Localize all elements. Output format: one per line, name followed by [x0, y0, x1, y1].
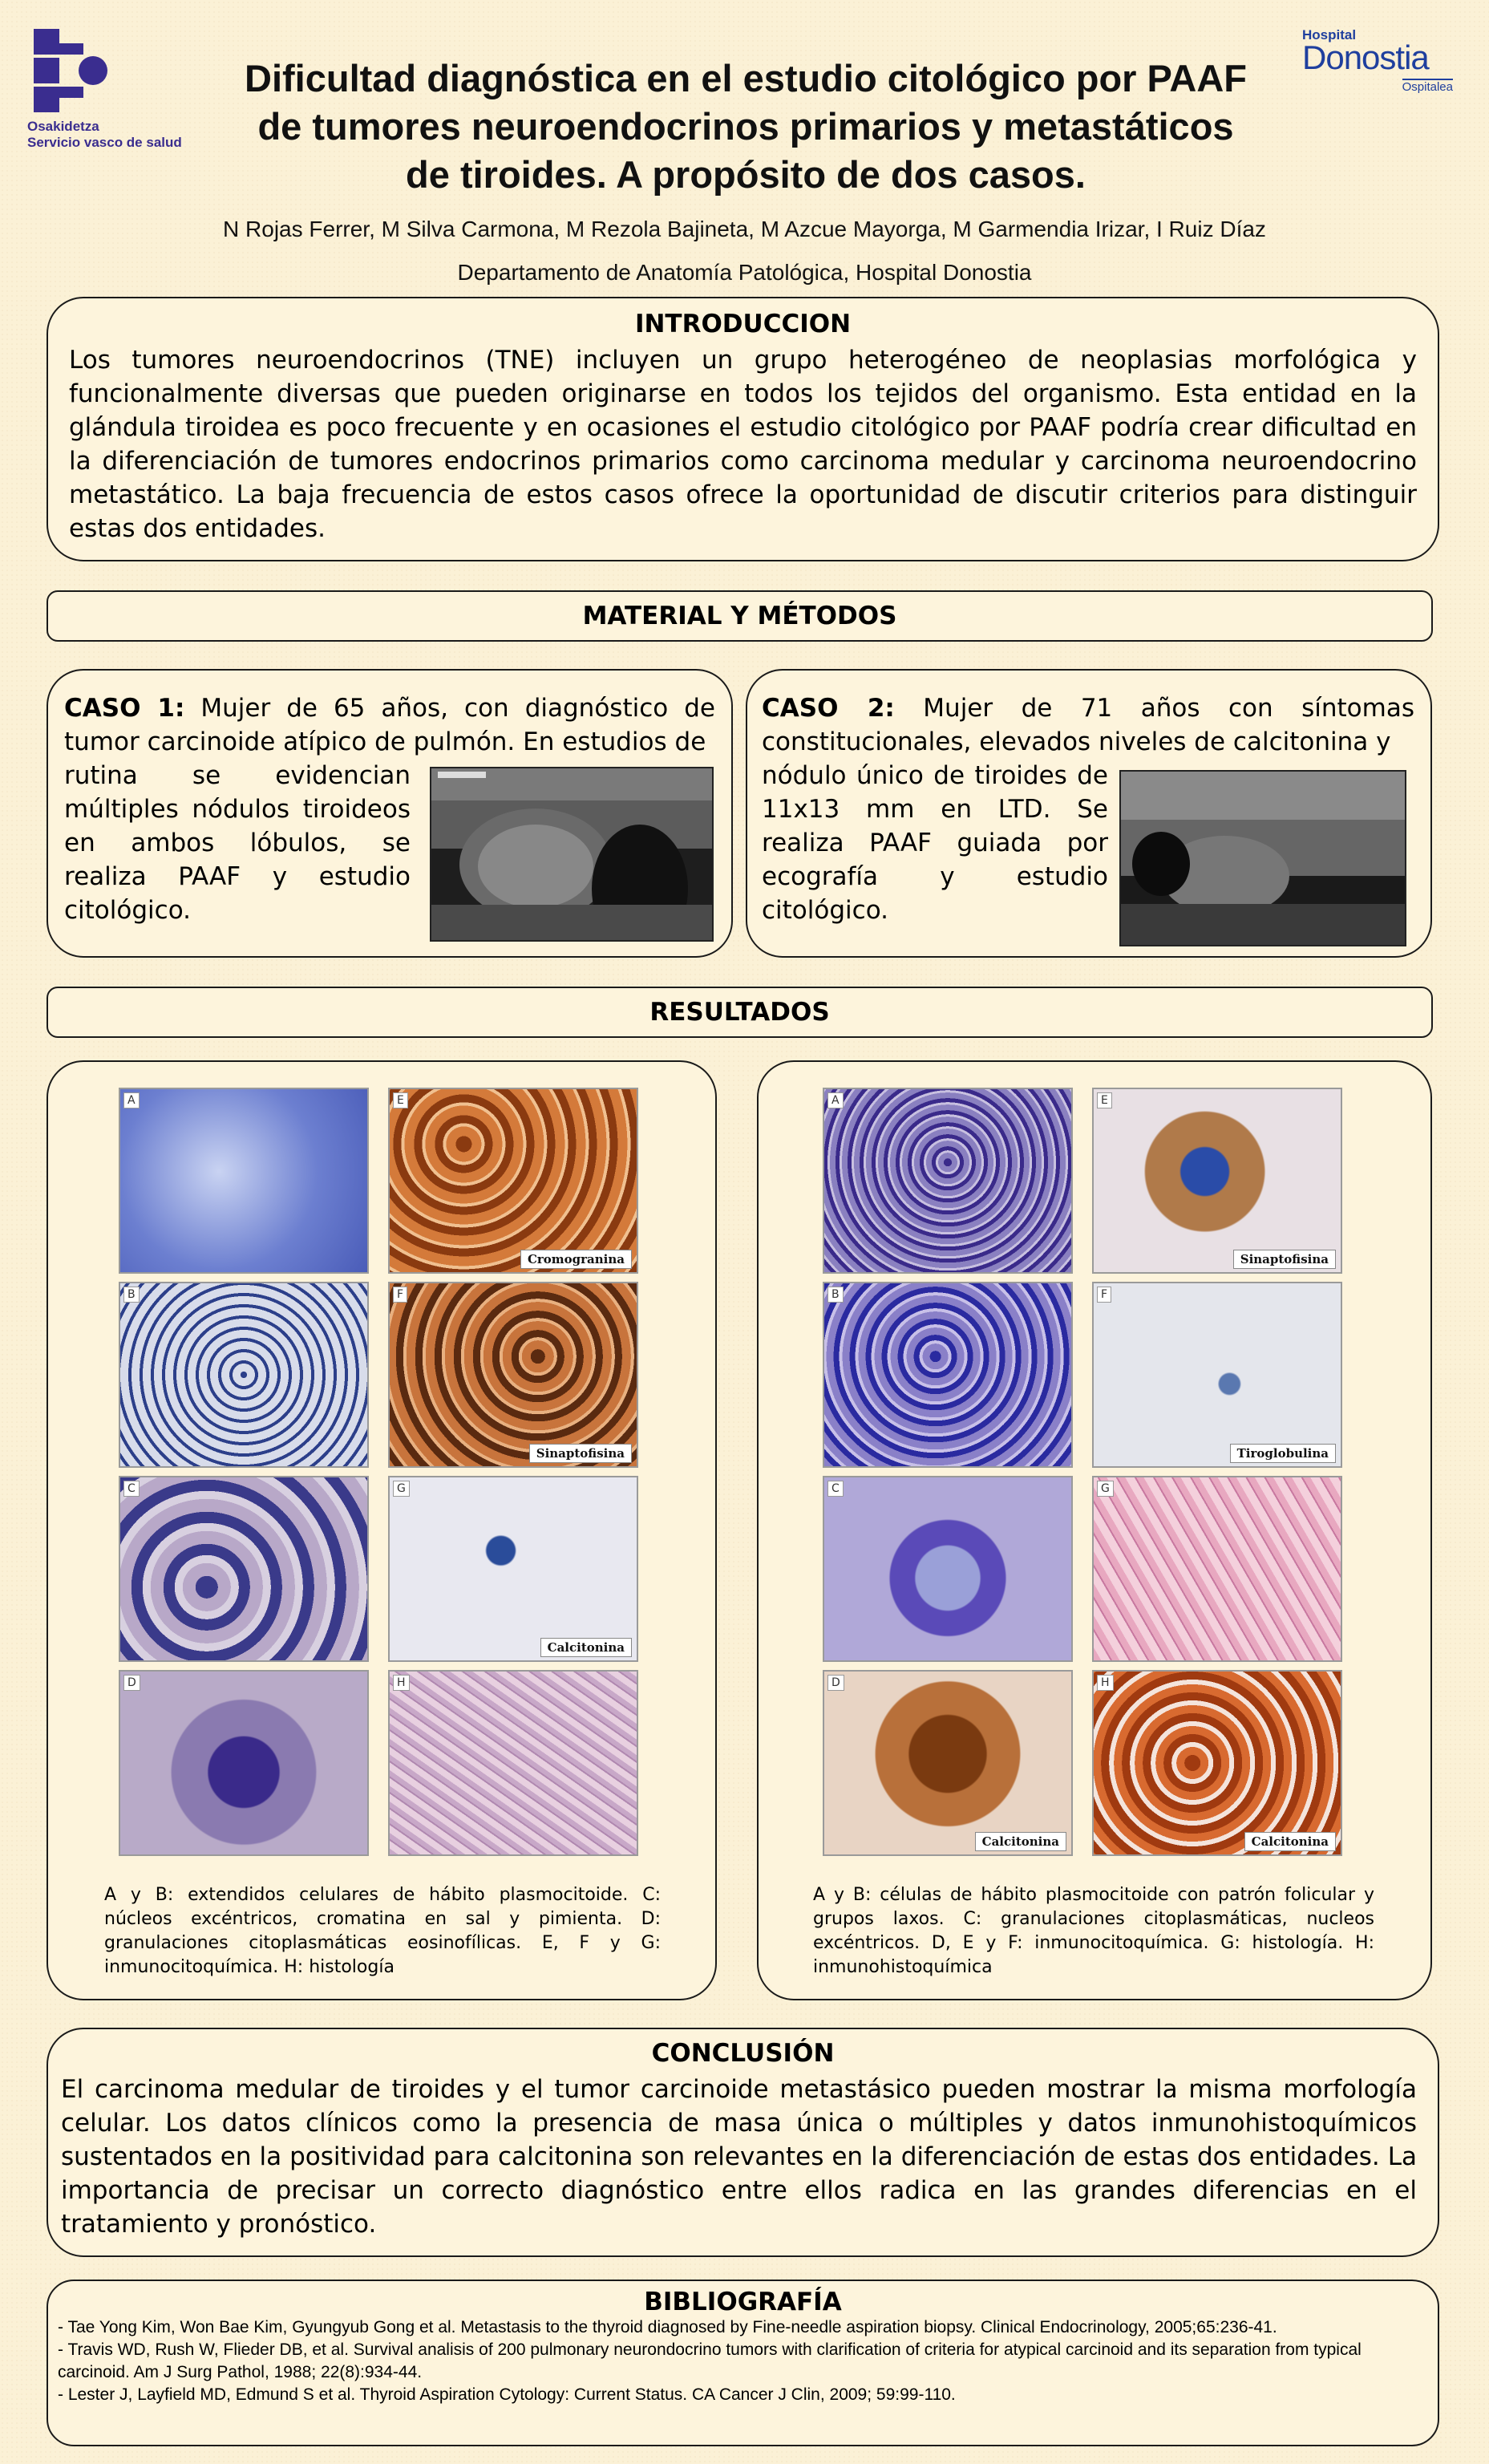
hospital-label: Hospital	[1302, 27, 1357, 43]
case1-lead: Mujer de 65 años, con diagnóstico de tumor carcinoide atípico de pulmón. En estudios de	[64, 694, 715, 756]
case2-rest: nódulo único de tiroides de 11x13 mm en LTD. Se realiza PAAF guiada por ecografía y estudio citológico.	[762, 761, 1108, 925]
panel-label: G	[393, 1481, 410, 1497]
case2-box	[746, 669, 1432, 958]
authors: N Rojas Ferrer, M Silva Carmona, M Rezola Bajineta, M Azcue Mayorga, M Garmendia Irizar, I Ruiz Díaz	[223, 217, 1266, 241]
panel-label: E	[393, 1092, 408, 1108]
right-panel-e	[1092, 1088, 1342, 1274]
panel-label: C	[827, 1481, 844, 1497]
title-line-2: de tumores neuroendocrinos primarios y metastáticos	[257, 105, 1234, 148]
reference-item: - Lester J, Layfield MD, Edmund S et al. Thyroid Aspiration Cytology: Current Status. CA Cancer J Clin, 2009; 59:99-110.	[58, 2385, 956, 2404]
osakidetza-name: Osakidetza	[27, 119, 99, 134]
panel-label: A	[123, 1092, 140, 1108]
case1-label: CASO 1:	[64, 694, 185, 723]
conclusion-section	[47, 2028, 1439, 2257]
panel-label: F	[1097, 1287, 1111, 1303]
panel-label: H	[393, 1675, 410, 1691]
panel-label: D	[123, 1675, 140, 1691]
right-panel-a	[823, 1088, 1073, 1274]
right-panel-c	[823, 1476, 1073, 1662]
ultrasound-scan-icon	[431, 768, 714, 942]
title-line-3: de tiroides. A propósito de dos casos.	[406, 153, 1086, 196]
panel-label: D	[827, 1675, 844, 1691]
bibliography-heading: BIBLIOGRAFÍA	[644, 2288, 842, 2316]
intro-heading: INTRODUCCION	[634, 310, 852, 338]
left-panel-e	[388, 1088, 638, 1274]
case1-lead-wrap	[64, 691, 715, 759]
panel-label: H	[1097, 1675, 1114, 1691]
panel-label: G	[1097, 1481, 1114, 1497]
case1-rest: rutina se evidencian múltiples nódulos tiroideos en ambos lóbulos, se realiza PAAF y estudio citológico.	[64, 761, 411, 925]
intro-text: Los tumores neuroendocrinos (TNE) incluyen un grupo heterogéneo de neoplasias morfológica y funcionalmente diversas que pueden originarse en todos los tejidos del organismo. Esta entidad en la glándula tiroidea es poco frecuente y en ocasiones el estudio citológico por PAAF podría crear dificultad en la diferenciación de tumores endocrinos primarios como carcinoma medular y carcinoma neuroendocrino metastático. La baja frecuencia de estos casos ofrece la oportunidad de discutir criterios para distinguir estas dos entidades.	[69, 346, 1417, 543]
left-panel-b	[119, 1282, 369, 1468]
panel-stain-label: Tiroglobulina	[1230, 1444, 1336, 1463]
panel-label: C	[123, 1481, 140, 1497]
ospitalea-label: Ospitalea	[1402, 80, 1453, 94]
department: Departamento de Anatomía Patológica, Hospital Donostia	[457, 260, 1032, 285]
case2-lead-wrap	[762, 691, 1414, 759]
results-heading: RESULTADOS	[47, 987, 1433, 1038]
left-panel-c	[119, 1476, 369, 1662]
right-panel-b	[823, 1282, 1073, 1468]
panel-stain-label: Calcitonina	[975, 1832, 1066, 1851]
panel-stain-label: Cromogranina	[520, 1250, 632, 1269]
conclusion-heading: CONCLUSIÓN	[651, 2039, 835, 2068]
right-figure-caption: A y B: células de hábito plasmocitoide con patrón folicular y grupos laxos. C: granulaciones citoplasmáticas, nucleos excéntricos. D, E y F: inmunocitoquímica. G: histología. H: inmunohistoquímica	[813, 1885, 1374, 1977]
case2-label: CASO 2:	[762, 694, 895, 723]
reference-list	[58, 2316, 1425, 2406]
reference-item: - Travis WD, Rush W, Flieder DB, et al. Survival analisis of 200 pulmonary neurondocrino tumors with clarification of criteria for atypical carcinoid and its separation from typical carcinoid. Am J Surg Pathol, 1988; 22(8):934-44.	[58, 2340, 1362, 2381]
left-figure-caption: A y B: extendidos celulares de hábito plasmocitoide. C: núcleos excéntricos, cromatina en sal y pimienta. D: granulaciones citoplasmáticas eosinofílicas. E, F y G: inmunocitoquímica. H: histología	[104, 1885, 661, 1977]
panel-label: A	[827, 1092, 844, 1108]
osakidetza-subtitle: Servicio vasco de salud	[27, 135, 182, 150]
osakidetza-emblem-icon	[27, 26, 115, 114]
left-panel-d	[119, 1670, 369, 1856]
case2-lead: Mujer de 71 años con síntomas constitucionales, elevados niveles de calcitonina y	[762, 694, 1414, 756]
case1-ultrasound-image	[430, 767, 714, 942]
right-panel-d	[823, 1670, 1073, 1856]
panel-stain-label: Sinaptofisina	[529, 1444, 632, 1463]
left-panel-a	[119, 1088, 369, 1274]
poster-title	[144, 55, 1347, 199]
panel-label: F	[393, 1287, 407, 1303]
right-panel-h	[1092, 1670, 1342, 1856]
intro-section	[47, 297, 1439, 561]
conclusion-text: El carcinoma medular de tiroides y el tumor carcinoide metastásico pueden mostrar la misma morfología celular. Los datos clínicos como la presencia de masa única o múltiples y datos inmunohistoquímicos sustentados en la positividad para calcitonina son relevantes en la diferenciación de estas dos entidades. La importancia de precisar un correcto diagnóstico entre ellos radica en las grandes diferencias en el tratamiento y pronóstico.	[61, 2075, 1417, 2239]
case1-box	[47, 669, 733, 958]
panel-stain-label: Calcitonina	[540, 1638, 632, 1657]
reference-item: - Tae Yong Kim, Won Bae Kim, Gyungyub Gong et al. Metastasis to the thyroid diagnosed by Fine-needle aspiration biopsy. Clinical Endocrinology, 2005;65:236-41.	[58, 2318, 1277, 2336]
title-line-1: Dificultad diagnóstica en el estudio citológico por PAAF	[245, 57, 1247, 99]
ultrasound-scan-icon	[1121, 772, 1406, 946]
left-panel-f	[388, 1282, 638, 1468]
panel-label: B	[123, 1287, 140, 1303]
bibliography-section	[47, 2280, 1439, 2446]
panel-label: B	[827, 1287, 844, 1303]
left-panel-g	[388, 1476, 638, 1662]
methods-heading: MATERIAL Y MÉTODOS	[47, 590, 1433, 642]
panel-label: E	[1097, 1092, 1112, 1108]
left-panel-h	[388, 1670, 638, 1856]
right-panel-g	[1092, 1476, 1342, 1662]
donostia-label: Donostia	[1302, 38, 1429, 76]
panel-stain-label: Sinaptofisina	[1233, 1250, 1336, 1269]
right-panel-f	[1092, 1282, 1342, 1468]
case2-ultrasound-image	[1119, 770, 1406, 946]
panel-stain-label: Calcitonina	[1244, 1832, 1336, 1851]
